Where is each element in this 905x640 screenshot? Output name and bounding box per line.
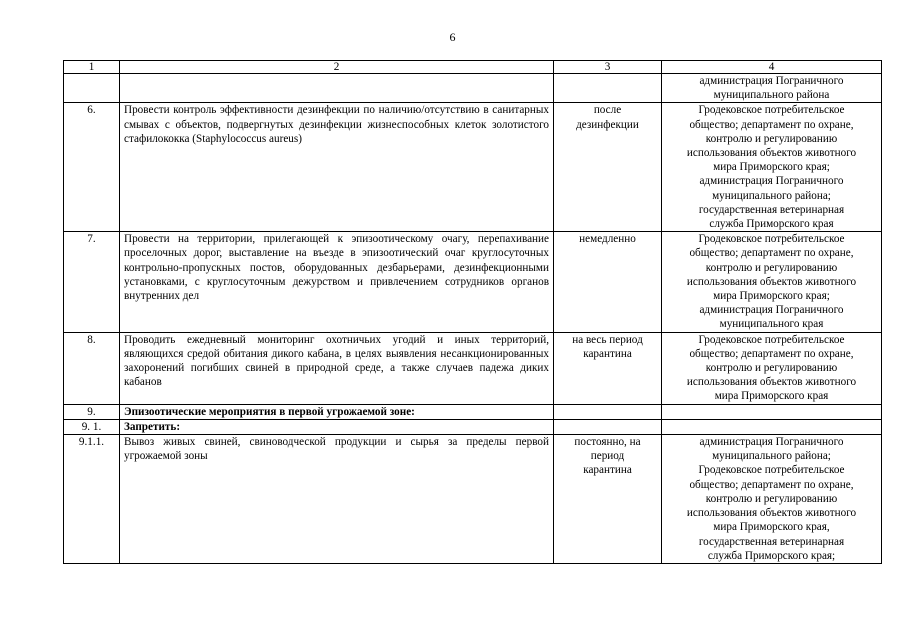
column-header: 4 (662, 61, 882, 74)
responsible-cell (662, 404, 882, 419)
row-number: 6. (64, 103, 120, 232)
responsible-line: служба Приморского края; (707, 549, 836, 562)
section-row (64, 404, 882, 419)
responsible-line: контролю и регулированию (705, 362, 838, 375)
measure-text (120, 74, 554, 103)
row-number: 9. (64, 404, 120, 419)
table-header-row (64, 61, 882, 74)
row-number: 8. (64, 332, 120, 404)
responsible-line: администрация Пограничного (699, 75, 844, 87)
term-line: после (593, 104, 622, 117)
row-number: 9.1.1. (64, 435, 120, 564)
responsible-line: муниципального края (719, 318, 824, 331)
responsible-line: администрация Пограничного (699, 436, 844, 449)
table-row (64, 332, 882, 404)
responsible-line: государственная ветеринарная (698, 535, 845, 548)
measure-text: Провести на территории, прилегающей к эпизоотическому очагу, перепахивание проселочных дорог, выставление на въезде в эпизоотический очаг круглосуточных контрольно-пропускных постов, оборудованных дезбарьерами, дезинфекционными установками, с круглосуточным дежурством и привлечением сотрудников органов внутренних дел (120, 232, 554, 332)
section-heading: Запретить: (120, 419, 554, 434)
term-line: на весь период (572, 333, 643, 346)
measures-table (63, 60, 882, 564)
responsible-line: использования объектов животного (686, 275, 857, 288)
responsible-line: администрация Пограничного (699, 175, 844, 188)
responsible-line: муниципального района; (712, 450, 831, 463)
measure-text: Проводить ежедневный мониторинг охотничьих угодий и иных территорий, являющихся средой обитания дикого кабана, в целях выявления несанкционированных захоронений погибших свиней в природной среде, а также случаев падежа диких кабанов (120, 332, 554, 404)
page-number: 6 (449, 30, 456, 44)
responsible-line: использования объектов животного (686, 376, 857, 389)
measure-text: Вывоз живых свиней, свиноводческой продукции и сырья за пределы первой угрожаемой зоны (120, 435, 554, 564)
term-line: немедленно (579, 233, 636, 246)
responsible-cell (662, 435, 882, 564)
term-line: карантина (583, 347, 632, 360)
responsible-line: мира Приморского края (714, 390, 829, 403)
responsible-line: администрация Пограничного (699, 304, 844, 317)
section-heading: Эпизоотические мероприятия в первой угрожаемой зоне: (120, 404, 554, 419)
responsible-line: мира Приморского края; (713, 161, 830, 174)
responsible-line: Гродековское потребительское (698, 464, 845, 477)
responsible-cell (662, 232, 882, 332)
responsible-line: муниципального района (713, 89, 830, 102)
term-cell (554, 332, 662, 404)
responsible-line: общество; департамент по охране, (689, 118, 854, 131)
term-cell (554, 74, 662, 103)
term-cell (554, 419, 662, 434)
responsible-line: служба Приморского края (709, 218, 834, 231)
term-line: карантина (583, 464, 632, 477)
responsible-line: Гродековское потребительское (698, 104, 845, 117)
column-header: 2 (120, 61, 554, 74)
responsible-cell (662, 103, 882, 232)
term-line: период (590, 450, 625, 463)
table-row (64, 232, 882, 332)
responsible-line: общество; департамент по охране, (689, 347, 854, 360)
responsible-cell (662, 332, 882, 404)
row-number: 9. 1. (64, 419, 120, 434)
responsible-line: общество; департамент по охране, (689, 247, 854, 260)
responsible-line: государственная ветеринарная (698, 203, 845, 216)
responsible-line: общество; департамент по охране, (689, 478, 854, 491)
responsible-line: контролю и регулированию (705, 261, 838, 274)
responsible-line: Гродековское потребительское (698, 233, 845, 246)
responsible-line: контролю и регулированию (705, 492, 838, 505)
term-line: постоянно, на (574, 436, 641, 449)
responsible-line: муниципального района; (712, 189, 831, 202)
responsible-line: использования объектов животного (686, 147, 857, 160)
term-cell (554, 404, 662, 419)
term-cell (554, 103, 662, 232)
measure-text: Провести контроль эффективности дезинфекции по наличию/отсутствию в санитарных смывах с объектов, подвергнутых дезинфекции жизнеспособных клеток золотистого стафилококка (Staphylococcus aureus) (120, 103, 554, 232)
term-cell (554, 232, 662, 332)
responsible-line: Гродековское потребительское (698, 333, 845, 346)
row-number: 7. (64, 232, 120, 332)
row-number (64, 74, 120, 103)
term-cell (554, 435, 662, 564)
responsible-line: использования объектов животного (686, 507, 857, 520)
responsible-cell (662, 74, 882, 103)
term-line: дезинфекции (576, 118, 639, 131)
responsible-cell (662, 419, 882, 434)
responsible-line: контролю и регулированию (705, 132, 838, 145)
column-header: 1 (64, 61, 120, 74)
section-row (64, 419, 882, 434)
responsible-line: мира Приморского края, (713, 521, 830, 534)
table-row (64, 435, 882, 564)
responsible-line: мира Приморского края; (713, 290, 830, 303)
table-row (64, 103, 882, 232)
column-header: 3 (554, 61, 662, 74)
table-row (64, 74, 882, 103)
